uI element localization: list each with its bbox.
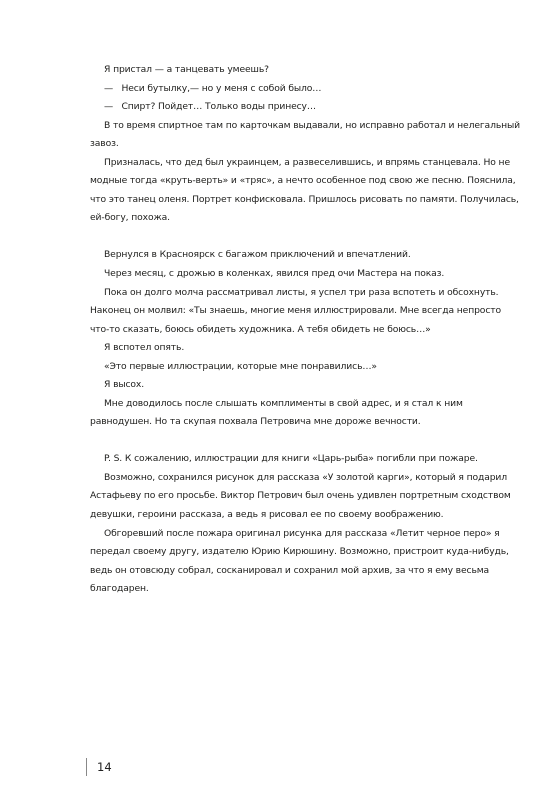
paragraph: Обгоревший после пожара оригинал рисунка для рассказа «Летит черное перо» я передал своему другу, издателю Юрию Кирюшину. Возможно, пристроит куда-нибудь, ведь он отовсюду собрал, сосканировал и сохранил мой архив, за что я ему весьма благодарен. [90, 527, 512, 595]
paragraph: Пока он долго молча рассматривал листы, я успел три раза вспотеть и обсохнуть. Наконец он молвил: «Ты знаешь, многие меня иллюстрировали. Мне всегда непросто что-то сказать, боюсь обидеть художника. А тебя обидеть не боюсь…» [90, 286, 504, 335]
paragraph: Через месяц, с дрожью в коленках, явился пред очи Мастера на показ. [104, 267, 445, 279]
paragraph: Мне доводилось после слышать комплименты в свой адрес, и я стал к ним равнодушен. Но та скупая похвала Петровича мне дороже вечности. [90, 397, 466, 428]
paragraph-gap [90, 432, 520, 451]
footer-divider [86, 758, 87, 776]
paragraph: Я вспотел опять. [104, 342, 185, 354]
paragraph: P. S. К сожалению, иллюстрации для книги «Царь-рыба» погибли при пожаре. [104, 453, 478, 465]
paragraph: «Это первые иллюстрации, которые мне понравились…» [104, 360, 377, 372]
paragraph: Призналась, что дед был украинцем, а развеселившись, и впрямь станцевала. Но не модные тогда «круть-верть» и «тряс», а нечто особенное под свою же песню. Пояснила, что это танец оленя. Портрет конфисковала. Пришлось рисовать по памяти. Получилась, ей-богу, похожа. [90, 156, 522, 224]
paragraph: Вернулся в Красноярск с багажом приключений и впечатлений. [104, 249, 411, 261]
paragraph: В то время спиртное там по карточкам выдавали, но исправно работал и нелегальный завоз. [90, 119, 523, 150]
paragraph: — Спирт? Пойдет… Только воды принесу… [104, 101, 316, 113]
paragraph-gap [90, 228, 520, 247]
paragraph: Я пристал — а танцевать умеешь? [104, 64, 269, 75]
paragraph: Я высох. [104, 379, 145, 391]
paragraph: Возможно, сохранился рисунок для рассказа «У золотой карги», который я подарил Астафьеву по его просьбе. Виктор Петрович был очень удивлен портретным сходством девушки, героини рассказа, а ведь я рисовал ее по своему воображению. [90, 471, 514, 521]
paragraph: — Неси бутылку,— но у меня с собой было… [104, 82, 322, 94]
page-number: 14 [97, 760, 112, 774]
body-text [90, 61, 523, 599]
